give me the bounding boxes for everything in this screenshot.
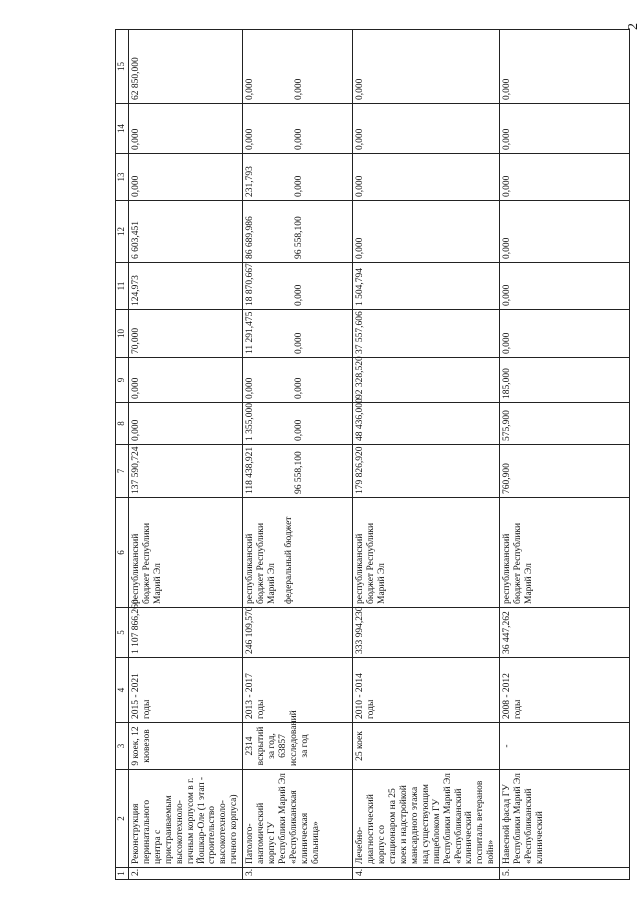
header-cell: 11: [116, 263, 129, 310]
object-name: Лечебно-диагностический корпус со стационаром на 25 коек и надстройкой мансардного этажа над существующим пищеблоком ГУ Республики Марий Эл «Республиканский клинический госпиталь ветеранов войн»: [355, 773, 497, 864]
amount-c8: 48 436,000: [355, 398, 366, 441]
estimated-cost: 1 107 866,260: [131, 599, 141, 654]
amount-cell-c11: [243, 263, 353, 310]
object-name-cell: [353, 770, 500, 868]
amount-cell-c14: [353, 104, 500, 154]
amount-cell-c13: [353, 154, 500, 201]
amount-cell-c15: [500, 30, 630, 104]
funding-source-cell: [500, 498, 630, 608]
amount-cell-c9: [353, 358, 500, 403]
funding-source: республиканский бюджет Республики Марий Эл: [131, 522, 163, 604]
years-cell: [129, 658, 243, 723]
estimated-cost: 36 447,262: [502, 611, 513, 654]
amount-c11: 124,973: [131, 275, 141, 306]
amount-cell-c11: [353, 263, 500, 310]
amount-cell-c9: [129, 358, 243, 403]
header-cell: 8: [116, 403, 129, 445]
header-cell: 14: [116, 104, 129, 154]
amount-cell-c15: [353, 30, 500, 104]
capacity-cell: [129, 723, 243, 770]
amount-cell-c7: [129, 445, 243, 498]
row-number-cell: [129, 868, 243, 880]
amount-c8: 0,000: [294, 419, 305, 441]
amount-cell-c8: [243, 403, 353, 445]
amount-cell-c8: [353, 398, 500, 445]
cost-cell: [243, 608, 353, 658]
header-cell: 12: [116, 201, 129, 263]
amount-cell-c10: [500, 310, 630, 358]
amount-c7: 760,900: [502, 463, 513, 494]
table-row: [129, 30, 243, 880]
object-name-cell: [129, 770, 243, 868]
amount-c13: 0,000: [502, 175, 513, 197]
capacity-cell: [353, 723, 500, 770]
amount-c15: 0,000: [502, 78, 513, 100]
amount-c8: 1 355,000: [245, 403, 256, 441]
amount-c9: 92 328,520: [355, 356, 366, 399]
amount-c13: 0,000: [355, 175, 366, 197]
amount-c11: 1 504,794: [355, 268, 366, 306]
funding-source: республиканский бюджет Республики Марий Эл: [355, 522, 388, 604]
amount-c11: 0,000: [502, 284, 513, 306]
row-number-cell: [353, 868, 500, 880]
table-row: [353, 30, 500, 880]
amount-c12: 0,000: [355, 237, 366, 259]
amount-c14: 0,000: [131, 128, 141, 150]
amount-c13: 0,000: [294, 175, 305, 197]
funding-source-cell: [353, 498, 500, 608]
header-cell: 10: [116, 310, 129, 358]
amount-c15: 0,000: [294, 78, 305, 100]
amount-c7: 96 558,100: [294, 451, 305, 494]
amount-c12: 0,000: [502, 237, 513, 259]
object-name-cell: [243, 770, 353, 868]
amount-c8: 0,000: [131, 419, 141, 441]
header-cell: 9: [116, 358, 129, 403]
capacity-cell: [500, 723, 630, 770]
capacity: 25 коек: [355, 731, 366, 761]
object-name-cell: [500, 770, 630, 868]
amount-c12: 96 558,100: [294, 216, 305, 259]
amount-cell-c11: [500, 263, 630, 310]
amount-c10: 37 557,606: [355, 311, 366, 354]
estimated-cost: 333 994,230: [355, 606, 366, 654]
cost-cell: [353, 608, 500, 658]
header-cell: 13: [116, 154, 129, 201]
funding-source-cell: [129, 498, 243, 608]
amount-c13: 0,000: [131, 175, 141, 197]
page-number: 2: [626, 23, 641, 30]
object-name: Навесной фасад ГУ Республики Марий Эл «Республиканский клинический: [502, 773, 545, 864]
row-number: 5.: [502, 868, 513, 876]
amount-c14: 0,000: [355, 128, 366, 150]
amount-cell-c7: [500, 445, 630, 498]
cost-cell: [500, 608, 630, 658]
amount-c14: 0,000: [245, 128, 256, 150]
amount-c9: 185,000: [502, 368, 513, 399]
table-row: [500, 30, 630, 880]
amount-c12: 86 689,986: [245, 216, 256, 259]
construction-years: 2010 - 2014 годы: [355, 673, 377, 719]
amount-cell-c12: [353, 201, 500, 263]
estimated-cost: 246 109,570: [245, 606, 256, 654]
amount-c11: 18 870,667: [245, 263, 256, 306]
amount-cell-c14: [500, 104, 630, 154]
capacity: -: [502, 744, 513, 748]
amount-cell-c8: [129, 403, 243, 445]
funding-source: федеральный бюджет: [283, 516, 294, 604]
amount-cell-c13: [129, 154, 243, 201]
amount-c15: 62 850,000: [131, 57, 141, 100]
amount-cell-c15: [243, 30, 353, 104]
rotated-table-wrapper: [115, 30, 615, 880]
amount-c15: 0,000: [355, 78, 366, 100]
header-cell: 6: [116, 498, 129, 608]
amount-cell-c15: [129, 30, 243, 104]
amount-c10: 70,000: [131, 327, 141, 354]
row-number: 4.: [355, 868, 366, 876]
construction-years: 2008 - 2012 годы: [502, 673, 524, 719]
amount-cell-c12: [129, 201, 243, 263]
amount-cell-c11: [129, 263, 243, 310]
row-number-cell: [500, 868, 630, 880]
amount-c9: 0,000: [131, 377, 141, 399]
row-number-cell: [243, 868, 353, 880]
construction-years: 2015 - 2021 годы: [131, 673, 152, 719]
header-cell: 7: [116, 445, 129, 498]
capacity: 2314 вскрытий за год, 63857 исследований за год: [245, 710, 310, 766]
years-cell: [353, 658, 500, 723]
header-cell: 3: [116, 723, 129, 770]
funding-source: республиканский бюджет Республики Марий Эл: [502, 522, 535, 604]
amount-cell-c14: [129, 104, 243, 154]
amount-cell-c8: [500, 403, 630, 445]
amount-cell-c14: [243, 104, 353, 154]
amount-c7: 179 826,920: [355, 446, 366, 494]
amount-c10: 0,000: [502, 332, 513, 354]
years-cell: [500, 658, 630, 723]
amount-c8: 575,900: [502, 410, 513, 441]
header-cell: 15: [116, 30, 129, 104]
amount-c9: 0,000: [245, 377, 256, 399]
header-cell: 4: [116, 658, 129, 723]
amount-c10: 11 291,475: [245, 311, 256, 354]
amount-c14: 0,000: [502, 128, 513, 150]
investment-table: [115, 29, 630, 880]
amount-cell-c7: [353, 445, 500, 498]
amount-c7: 137 590,724: [131, 446, 141, 494]
amount-cell-c10: [243, 310, 353, 358]
header-cell: 1: [116, 868, 129, 880]
object-name: Патолого-анатомический корпус ГУ Республики Марий Эл «Республиканская клиническая больница»: [245, 773, 321, 864]
construction-years: 2013 - 2017 годы: [245, 673, 267, 719]
amount-cell-c13: [243, 154, 353, 201]
amount-cell-c13: [500, 154, 630, 201]
amount-c12: 6 603,451: [131, 221, 141, 259]
row-number: 2.: [131, 868, 141, 876]
amount-c13: 231,793: [245, 166, 256, 197]
amount-cell-c9: [243, 358, 353, 403]
row-number: 3.: [245, 868, 256, 876]
amount-c11: 0,000: [294, 284, 305, 306]
amount-c7: 118 438,921: [245, 446, 256, 494]
amount-c9: 0,000: [294, 377, 305, 399]
amount-cell-c10: [353, 310, 500, 358]
funding-source-cell: [243, 498, 353, 608]
capacity: 9 коек, 12 кювезов: [131, 726, 152, 766]
amount-cell-c7: [243, 445, 353, 498]
cost-cell: [129, 599, 243, 658]
funding-source: республиканский бюджет Республики Марий Эл: [245, 522, 278, 604]
header-cell: 2: [116, 770, 129, 868]
table-row: [243, 30, 353, 880]
amount-cell-c9: [500, 358, 630, 403]
amount-c10: 0,000: [294, 332, 305, 354]
amount-cell-c12: [243, 201, 353, 263]
amount-cell-c10: [129, 310, 243, 358]
header-cell: 5: [116, 608, 129, 658]
object-name: Реконструкция перинатального центра с пристраиваемым высокотехноло-гичным корпусом в г. Йошкар-Оле (1 этап - строительство высокотехноло-гичного корпуса): [131, 776, 240, 864]
amount-c14: 0,000: [294, 128, 305, 150]
amount-cell-c12: [500, 201, 630, 263]
amount-c15: 0,000: [245, 78, 256, 100]
capacity-cell: [243, 710, 353, 770]
header-row: [116, 30, 129, 880]
